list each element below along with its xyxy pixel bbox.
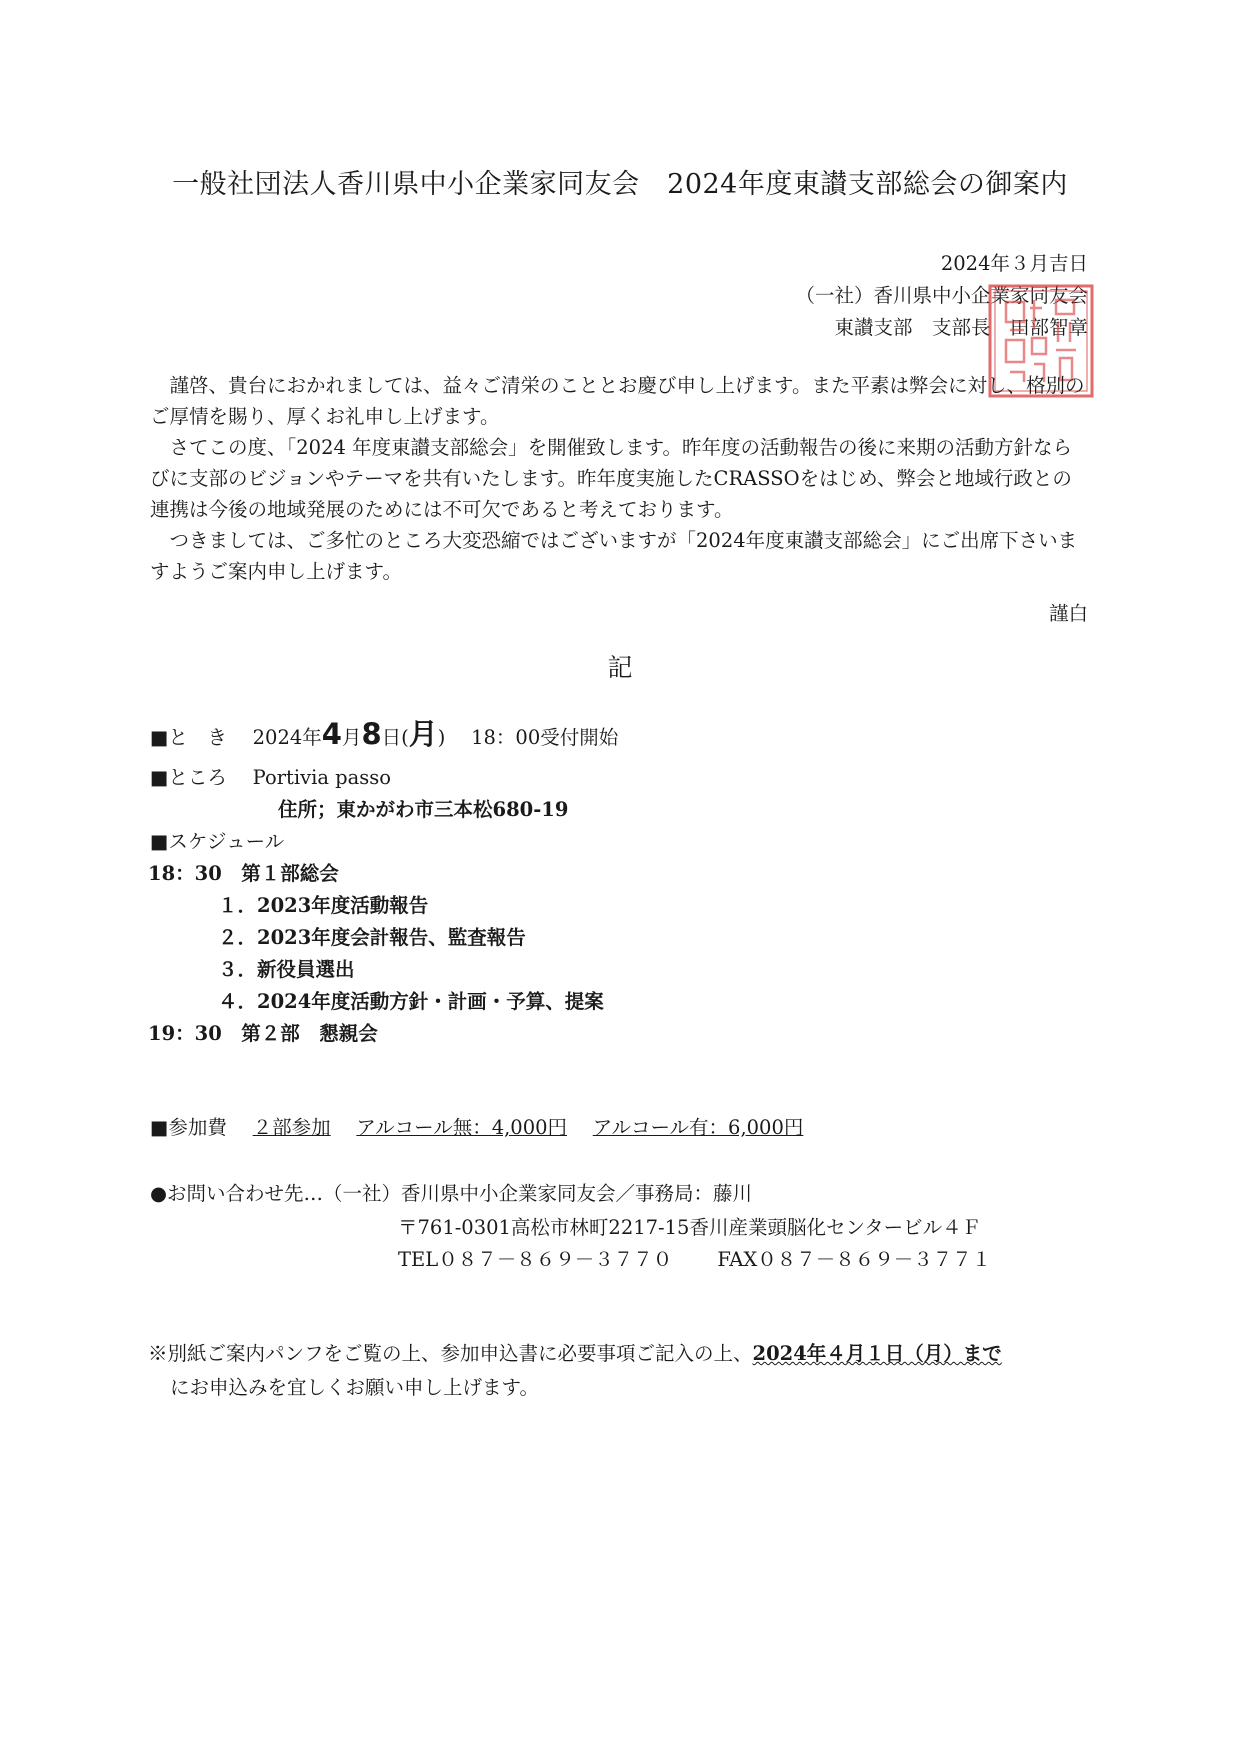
contact-address: 〒761-0301高松市林町2217-15香川産業頭脳化センタービル４Ｆ	[398, 1216, 982, 1239]
venue-line	[150, 762, 391, 790]
event-month-suffix: 月	[341, 726, 362, 749]
ki-heading: 記	[607, 653, 633, 682]
event-close-paren: )	[437, 726, 446, 749]
contact-line: ●お問い合わせ先…（一社）香川県中小企業家同友会／事務局：藤川	[150, 1182, 753, 1205]
schedule-item: ２．2023年度会計報告、監査報告	[218, 926, 526, 949]
request-paragraph: つきましては、ご多忙のところ大変恐縮ではございますが「2024年度東讃支部総会」にご出席下さいますようご案内申し上げます。	[150, 529, 1078, 583]
fee-line	[150, 1112, 803, 1140]
greeting-paragraph: 謹啓、貴台におかれましては、益々ご清栄のこととお慶び申し上げます。また平素は弊会に対し、格別のご厚情を賜り、厚くお礼申し上げます。	[150, 374, 1085, 428]
announcement-paragraph: さてこの度、「2024 年度東讃支部総会」を開催致します。昨年度の活動報告の後に来期の活動方針ならびに支部のビジョンやテーマを共有いたします。昨年度実施したCRASSOをはじめ、弊会と地域行政との連携は今後の地域発展のためには不可欠であると考えております。	[150, 436, 1073, 521]
venue-name: Portivia passo	[252, 766, 392, 789]
schedule-item: ３．新役員選出	[218, 958, 355, 981]
schedule-label: ■スケジュール	[150, 830, 285, 853]
contact-fax: FAX０８７－８６９－３７７１	[717, 1248, 992, 1271]
schedule-item: ４．2024年度活動方針・計画・予算、提案	[218, 990, 604, 1013]
document-title: 一般社団法人香川県中小企業家同友会 2024年度東讃支部総会の御案内	[172, 169, 1068, 200]
venue-label: ■ところ	[150, 766, 227, 789]
fee-no-alcohol: アルコール無：4,000円	[356, 1116, 568, 1139]
event-reception-time: 18：00受付開始	[471, 726, 619, 749]
event-day: 8	[361, 717, 382, 751]
deadline-date: 2024年４月１日（月）まで	[752, 1342, 1002, 1365]
sender-name: 東讃支部 支部長 田部智章	[834, 316, 1088, 339]
contact-phone-line	[398, 1244, 991, 1272]
schedule-part1: 18：30 第１部総会	[148, 862, 339, 885]
event-year: 2024年	[252, 726, 322, 749]
issue-date: 2024年３月吉日	[940, 252, 1088, 275]
event-month: 4	[321, 717, 342, 751]
fee-label: ■参加費	[150, 1116, 227, 1139]
contact-tel: TEL０８７－８６９－３７７０	[398, 1248, 673, 1271]
event-weekday: 月	[408, 717, 438, 751]
venue-address: 住所；東かがわ市三本松680-19	[278, 798, 569, 821]
schedule-item: １．2023年度活動報告	[218, 894, 429, 917]
fee-alcohol: アルコール有：6,000円	[592, 1116, 804, 1139]
deadline-note-line2: にお申込みを宜しくお願い申し上げます。	[170, 1376, 539, 1399]
closing-word: 謹白	[1048, 602, 1088, 625]
event-date-label: ■と き	[150, 726, 227, 749]
sender-organization: （一社）香川県中小企業家同友会	[795, 284, 1088, 307]
event-day-suffix: 日(	[381, 726, 409, 749]
event-date-line	[150, 712, 618, 753]
schedule-part2: 19：30 第２部 懇親会	[148, 1022, 378, 1045]
deadline-note	[148, 1338, 1002, 1366]
fee-part: ２部参加	[252, 1116, 331, 1139]
deadline-note-prefix: ※別紙ご案内パンフをご覧の上、参加申込書に必要事項ご記入の上、	[148, 1342, 753, 1365]
